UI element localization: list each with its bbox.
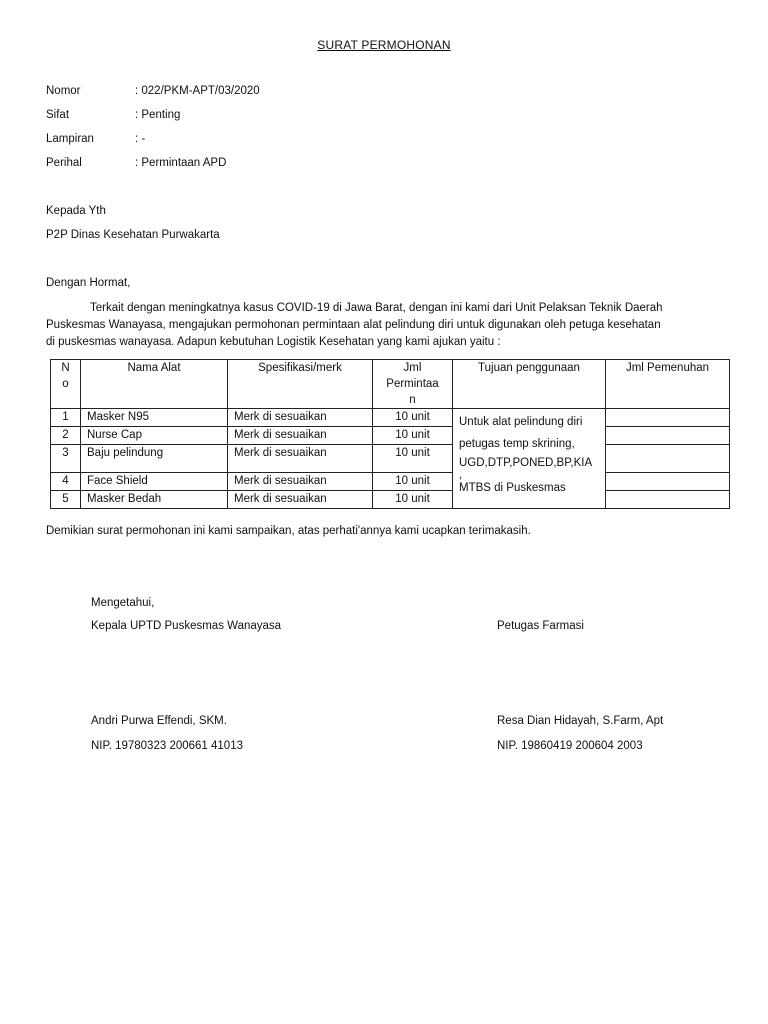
table-row: [51, 473, 730, 491]
meta-label-perihal: Perihal: [46, 157, 82, 169]
cell-pemenuhan: [606, 409, 730, 427]
right-signer-name: Resa Dian Hidayah, S.Farm, Apt: [497, 715, 664, 727]
meta-value-perihal: : Permintaan APD: [135, 157, 227, 169]
cell-jml: 10 unit: [373, 409, 453, 427]
meta-value-nomor: : 022/PKM-APT/03/2020: [135, 85, 260, 97]
cell-no: 5: [51, 491, 81, 509]
right-signer-nip: NIP. 19860419 200604 2003: [497, 740, 643, 752]
header-spesifikasi: Spesifikasi/merk: [228, 360, 373, 409]
cell-tujuan: [453, 409, 606, 509]
cell-nama: Face Shield: [81, 473, 228, 491]
table-row: [51, 491, 730, 509]
cell-no: 2: [51, 427, 81, 445]
acknowledged-label: Mengetahui,: [91, 597, 155, 609]
left-signer-name: Andri Purwa Effendi, SKM.: [91, 715, 227, 727]
closing-sentence: Demikian surat permohonan ini kami sampaikan, atas perhati'annya kami ucapkan terimakasih.: [46, 525, 531, 537]
left-signer-role: Kepala UPTD Puskesmas Wanayasa: [91, 620, 282, 632]
cell-spesifikasi: Merk di sesuaikan: [228, 473, 373, 491]
table-row: [51, 445, 730, 473]
body-line-2: Puskesmas Wanayasa, mengajukan permohonan permintaan alat pelindung diri untuk digunakan oleh petuga kesehatan: [46, 319, 661, 331]
meta-label-nomor: Nomor: [46, 85, 81, 97]
cell-pemenuhan: [606, 491, 730, 509]
header-tujuan: Tujuan penggunaan: [453, 360, 606, 409]
right-signer-role: Petugas Farmasi: [497, 620, 584, 632]
cell-nama: Baju pelindung: [81, 445, 228, 473]
cell-jml: 10 unit: [373, 445, 453, 473]
cell-no: 4: [51, 473, 81, 491]
cell-jml: 10 unit: [373, 491, 453, 509]
cell-nama: Nurse Cap: [81, 427, 228, 445]
body-line-3: di puskesmas wanayasa. Adapun kebutuhan Logistik Kesehatan yang kami ajukan yaitu :: [46, 336, 501, 348]
tujuan-line: Untuk alat pelindung diri: [459, 416, 583, 428]
cell-nama: Masker N95: [81, 409, 228, 427]
cell-pemenuhan: [606, 427, 730, 445]
cell-spesifikasi: Merk di sesuaikan: [228, 491, 373, 509]
meta-label-sifat: Sifat: [46, 109, 70, 121]
tujuan-line: petugas temp skrining,: [459, 438, 575, 450]
tujuan-line: ,: [459, 469, 463, 481]
header-jml-permintaan: Jml Permintaa n: [373, 360, 453, 409]
meta-value-lampiran: : -: [135, 133, 146, 145]
cell-spesifikasi: Merk di sesuaikan: [228, 427, 373, 445]
cell-jml: 10 unit: [373, 473, 453, 491]
document-title: SURAT PERMOHONAN: [317, 38, 451, 52]
left-signer-nip: NIP. 19780323 200661 41013: [91, 740, 243, 752]
recipient-name: P2P Dinas Kesehatan Purwakarta: [46, 229, 220, 241]
cell-jml: 10 unit: [373, 427, 453, 445]
cell-pemenuhan: [606, 473, 730, 491]
table-row: [51, 409, 730, 427]
header-pemenuhan: Jml Pemenuhan: [606, 360, 730, 409]
meta-label-lampiran: Lampiran: [46, 133, 94, 145]
cell-no: 3: [51, 445, 81, 473]
header-nama-alat: Nama Alat: [81, 360, 228, 409]
table-row: [51, 427, 730, 445]
tujuan-line: UGD,DTP,PONED,BP,KIA: [459, 457, 593, 469]
recipient-salutation: Kepada Yth: [46, 205, 106, 217]
cell-no: 1: [51, 409, 81, 427]
greeting: Dengan Hormat,: [46, 277, 131, 289]
table-header-row: [51, 360, 730, 409]
apd-table: [50, 359, 730, 509]
header-no: N o: [51, 360, 81, 409]
cell-spesifikasi: Merk di sesuaikan: [228, 445, 373, 473]
cell-pemenuhan: [606, 445, 730, 473]
cell-nama: Masker Bedah: [81, 491, 228, 509]
cell-spesifikasi: Merk di sesuaikan: [228, 409, 373, 427]
tujuan-line: MTBS di Puskesmas: [459, 482, 566, 494]
body-line-1: Terkait dengan meningkatnya kasus COVID-19 di Jawa Barat, dengan ini kami dari Unit Pelaksan Teknik Daerah: [90, 302, 663, 314]
meta-value-sifat: : Penting: [135, 109, 181, 121]
body-paragraph: [46, 300, 732, 351]
